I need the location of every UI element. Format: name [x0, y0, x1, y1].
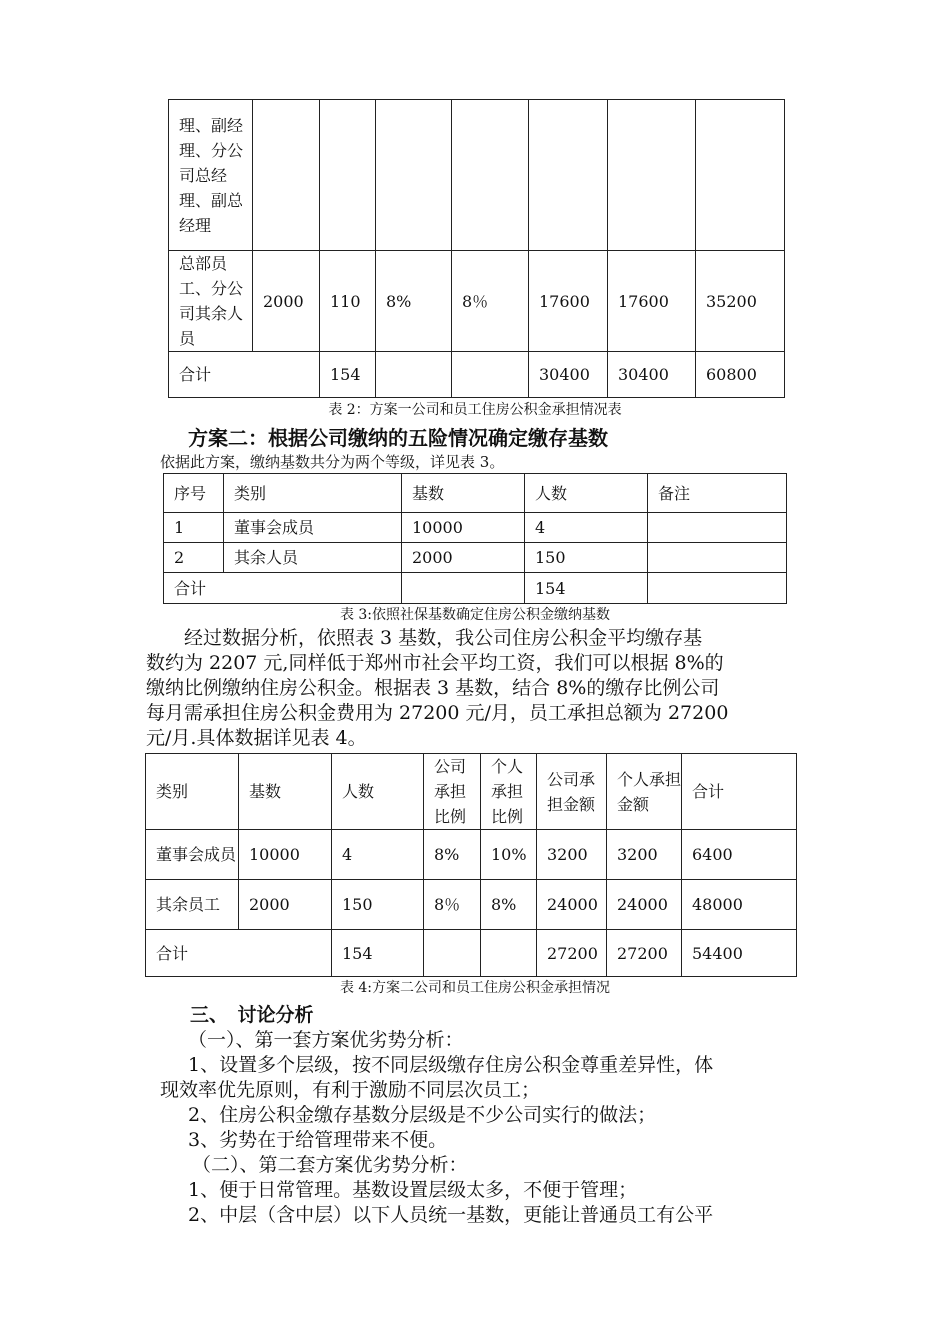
table-header-cell: 公司承担金额 — [537, 754, 607, 830]
table-cell: 10% — [481, 830, 537, 880]
table-cell: 3200 — [607, 830, 682, 880]
table-cell: 8% — [424, 830, 481, 880]
table-header-cell: 基数 — [402, 474, 525, 513]
table-row — [169, 251, 785, 352]
paragraph-line: 数约为 2207 元,同样低于郑州市社会平均工资，我们可以根据 8%的 — [146, 652, 724, 674]
table-cell — [529, 100, 608, 251]
table-row — [164, 513, 787, 543]
table-row — [169, 352, 785, 398]
table-cell: 150 — [525, 543, 648, 573]
table-row — [146, 880, 797, 930]
table-cell — [376, 100, 452, 251]
table-cell: 6400 — [682, 830, 797, 880]
table-cell: 董事会成员 — [224, 513, 402, 543]
table-header-cell: 基数 — [239, 754, 332, 830]
table-header-cell: 合计 — [682, 754, 797, 830]
discussion-line: 现效率优先原则，有利于激励不同层次员工； — [160, 1079, 541, 1101]
table-cell: 24000 — [537, 880, 607, 930]
paragraph-line: 每月需承担住房公积金费用为 27200 元/月，员工承担总额为 27200 — [146, 702, 729, 724]
table-header-cell: 序号 — [164, 474, 224, 513]
table-cell: 10000 — [239, 830, 332, 880]
discussion-line: 3、劣势在于给管理带来不便。 — [188, 1129, 448, 1151]
table-cell: 8% — [481, 880, 537, 930]
discussion-list — [160, 1028, 820, 1228]
table-cell — [320, 100, 376, 251]
table-cell — [424, 930, 481, 977]
table-cell: 1 — [164, 513, 224, 543]
table-row — [146, 930, 797, 977]
table-cell: 110 — [320, 251, 376, 352]
table-cell: 17600 — [529, 251, 608, 352]
table-cell: 48000 — [682, 880, 797, 930]
table-cell: 60800 — [696, 352, 785, 398]
table-cell: 理、副经理、分公司总经理、副总经理 — [169, 100, 253, 251]
table-row — [146, 830, 797, 880]
table-cell — [648, 513, 787, 543]
table-cell: 30400 — [529, 352, 608, 398]
table-cell — [648, 573, 787, 604]
discussion-line: 2、住房公积金缴存基数分层级是不少公司实行的做法； — [188, 1104, 657, 1126]
table-header-cell: 个人承担金额 — [607, 754, 682, 830]
discussion-line: 1、便于日常管理。基数设置层级太多，不便于管理； — [188, 1179, 638, 1201]
table-cell: 合计 — [146, 930, 332, 977]
discussion-line: 1、设置多个层级，按不同层级缴存住房公积金尊重差异性，体 — [188, 1054, 714, 1076]
analysis-paragraph — [146, 626, 806, 751]
table-cell: 其余人员 — [224, 543, 402, 573]
table-cell: 154 — [332, 930, 424, 977]
table-cell: 4 — [525, 513, 648, 543]
table-cell — [608, 100, 696, 251]
table-header-cell: 人数 — [332, 754, 424, 830]
table-3 — [163, 473, 787, 604]
table-cell: 2000 — [239, 880, 332, 930]
table-header-cell: 类别 — [224, 474, 402, 513]
table-cell: 17600 — [608, 251, 696, 352]
table-cell: 2000 — [253, 251, 320, 352]
table-cell: 54400 — [682, 930, 797, 977]
table-cell: 10000 — [402, 513, 525, 543]
table-cell — [402, 573, 525, 604]
table-header-cell: 人数 — [525, 474, 648, 513]
discussion-line: （一）、第一套方案优劣势分析： — [188, 1029, 464, 1051]
table-header-cell: 个人承担比例 — [481, 754, 537, 830]
table-cell: 4 — [332, 830, 424, 880]
table-2-caption: 表 2：方案一公司和员工住房公积金承担情况表 — [328, 402, 622, 418]
table-cell — [452, 352, 529, 398]
discussion-line: 2、中层（含中层）以下人员统一基数，更能让普通员工有公平 — [188, 1204, 714, 1226]
table-cell: 27200 — [537, 930, 607, 977]
paragraph-line: 缴纳比例缴纳住房公积金。根据表 3 基数，结合 8%的缴存比例公司 — [146, 677, 720, 699]
table-4 — [145, 753, 797, 977]
section-3-heading: 三、 讨论分析 — [190, 1004, 314, 1026]
table-cell: 合计 — [169, 352, 320, 398]
table-cell: 27200 — [607, 930, 682, 977]
paragraph-line: 经过数据分析，依照表 3 基数，我公司住房公积金平均缴存基 — [146, 627, 703, 649]
table-header-row — [146, 754, 797, 830]
plan-2-intro: 依据此方案，缴纳基数共分为两个等级，详见表 3。 — [160, 453, 505, 471]
table-cell — [452, 100, 529, 251]
table-header-cell: 备注 — [648, 474, 787, 513]
discussion-line: （二）、第二套方案优劣势分析： — [192, 1154, 468, 1176]
table-cell: 总部员工、分公司其余人员 — [169, 251, 253, 352]
table-row — [169, 100, 785, 251]
table-2 — [168, 99, 785, 398]
table-cell: 24000 — [607, 880, 682, 930]
table-cell — [253, 100, 320, 251]
table-cell — [481, 930, 537, 977]
table-cell: 154 — [525, 573, 648, 604]
table-cell: 3200 — [537, 830, 607, 880]
table-header-cell: 类别 — [146, 754, 239, 830]
table-4-caption: 表 4:方案二公司和员工住房公积金承担情况 — [339, 980, 611, 996]
paragraph-line: 元/月.具体数据详见表 4。 — [146, 727, 367, 749]
plan-2-heading: 方案二：根据公司缴纳的五险情况确定缴存基数 — [188, 426, 608, 450]
table-cell: 30400 — [608, 352, 696, 398]
table-cell — [376, 352, 452, 398]
table-cell: 150 — [332, 880, 424, 930]
table-cell: 154 — [320, 352, 376, 398]
table-header-row — [164, 474, 787, 513]
table-cell: 2000 — [402, 543, 525, 573]
table-cell: 董事会成员 — [146, 830, 239, 880]
table-cell: 8％ — [424, 880, 481, 930]
table-header-cell: 公司承担比例 — [424, 754, 481, 830]
table-row — [164, 573, 787, 604]
table-cell: 35200 — [696, 251, 785, 352]
table-cell: 合计 — [164, 573, 402, 604]
table-cell: 8% — [376, 251, 452, 352]
table-cell: 8％ — [452, 251, 529, 352]
table-row — [164, 543, 787, 573]
table-3-caption: 表 3:依照社保基数确定住房公积金缴纳基数 — [339, 607, 611, 623]
table-cell — [648, 543, 787, 573]
table-cell — [696, 100, 785, 251]
table-cell: 2 — [164, 543, 224, 573]
table-cell: 其余员工 — [146, 880, 239, 930]
